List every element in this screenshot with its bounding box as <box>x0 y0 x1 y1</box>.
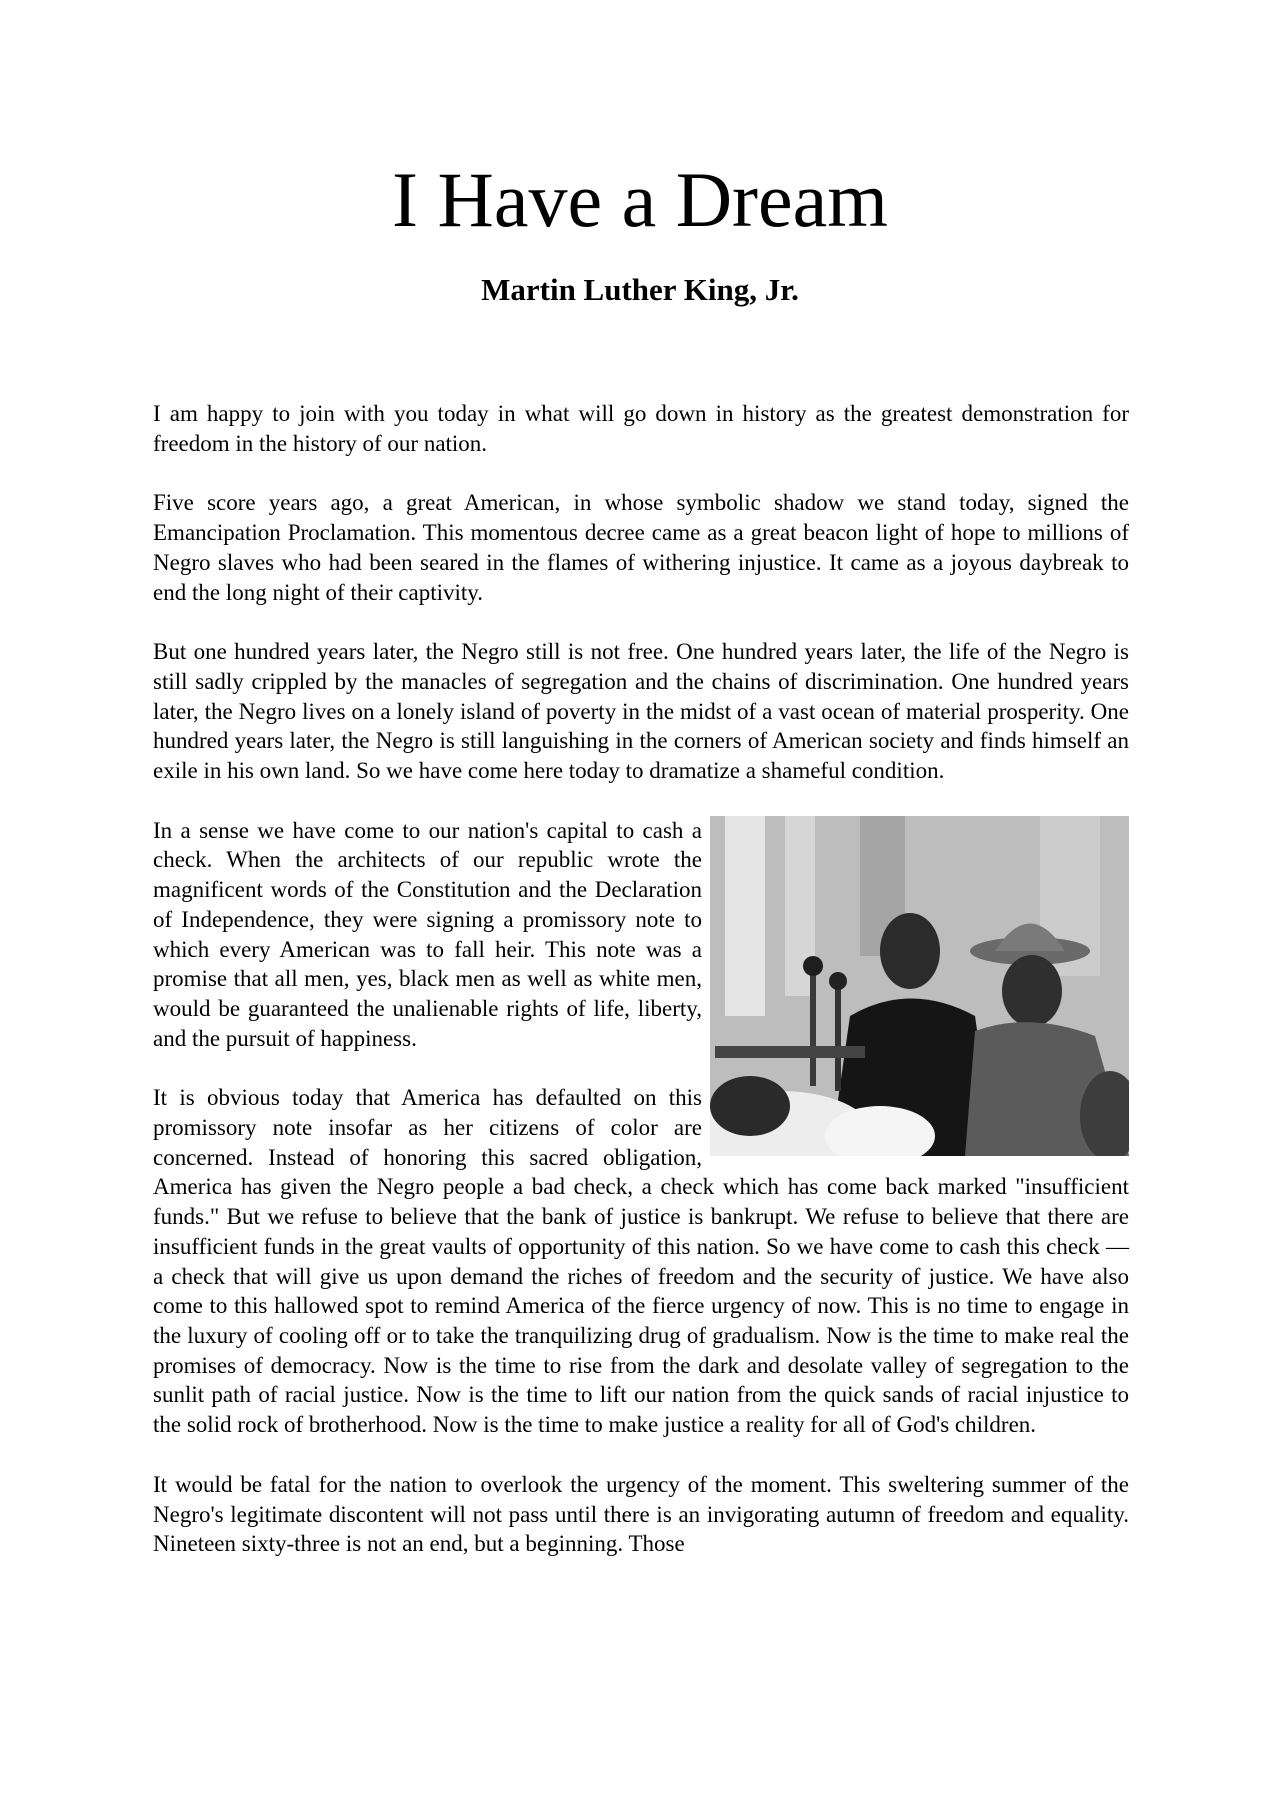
paragraph-2: Five score years ago, a great American, in whose symbolic shadow we stand today, signed the Emancipation Proclamation. This momentous decree came as a great beacon light of hope to millions of Negro slaves who had been seared in the flames of withering injustice. It came as a joyous daybreak to end the long night of their captivity. <box>153 490 1129 605</box>
paragraph-4: In a sense we have come to our nation's capital to cash a check. When the architects of our republic wrote the magnificent words of the Constitution and the Declaration of Independence, they were signing a promissory note to which every American was to fall heir. This note was a promise that all men, yes, black men as well as white men, would be guaranteed the unalienable rights of life, liberty, and the pursuit of happiness. <box>153 817 702 1051</box>
document-title: I Have a Dream <box>392 156 888 243</box>
document-body <box>153 399 1129 1589</box>
paragraph-5: It is obvious today that America has defaulted on this promissory note insofar as her citizens of color are concerned. Instead of honoring this sacred obligation, America has given the Negro people a bad check, a check which has come back marked "insufficient funds." But we refuse to believe that the bank of justice is bankrupt. We refuse to believe that there are insufficient funds in the great vaults of opportunity of this nation. So we have come to cash this check — a check that will give us upon demand the riches of freedom and the security of justice. We have also come to this hallowed spot to remind America of the fierce urgency of now. This is no time to engage in the luxury of cooling off or to take the tranquilizing drug of gradualism. Now is the time to make real the promises of democracy. Now is the time to rise from the dark and desolate valley of segregation to the sunlit path of racial justice. Now is the time to lift our nation from the quick sands of racial injustice to the solid rock of brotherhood. Now is the time to make justice a reality for all of God's children. <box>153 1085 1129 1438</box>
speech-photograph <box>710 816 1129 1156</box>
paragraph-3: But one hundred years later, the Negro still is not free. One hundred years later, the life of the Negro is still sadly crippled by the manacles of segregation and the chains of discrimination. One hundred years later, the Negro lives on a lonely island of poverty in the midst of a vast ocean of material prosperity. One hundred years later, the Negro is still languishing in the corners of American society and finds himself an exile in his own land. So we have come here today to dramatize a shameful condition. <box>153 639 1129 784</box>
document-author: Martin Luther King, Jr. <box>481 272 799 307</box>
paragraph-6: It would be fatal for the nation to overlook the urgency of the moment. This sweltering summer of the Negro's legitimate discontent will not pass until there is an invigorating autumn of freedom and equality. Nineteen sixty-three is not an end, but a beginning. Those <box>153 1471 1129 1557</box>
photograph-illustration <box>710 816 1129 1156</box>
paragraph-1: I am happy to join with you today in what will go down in history as the greatest demonstration for freedom in the history of our nation. <box>153 401 1129 456</box>
